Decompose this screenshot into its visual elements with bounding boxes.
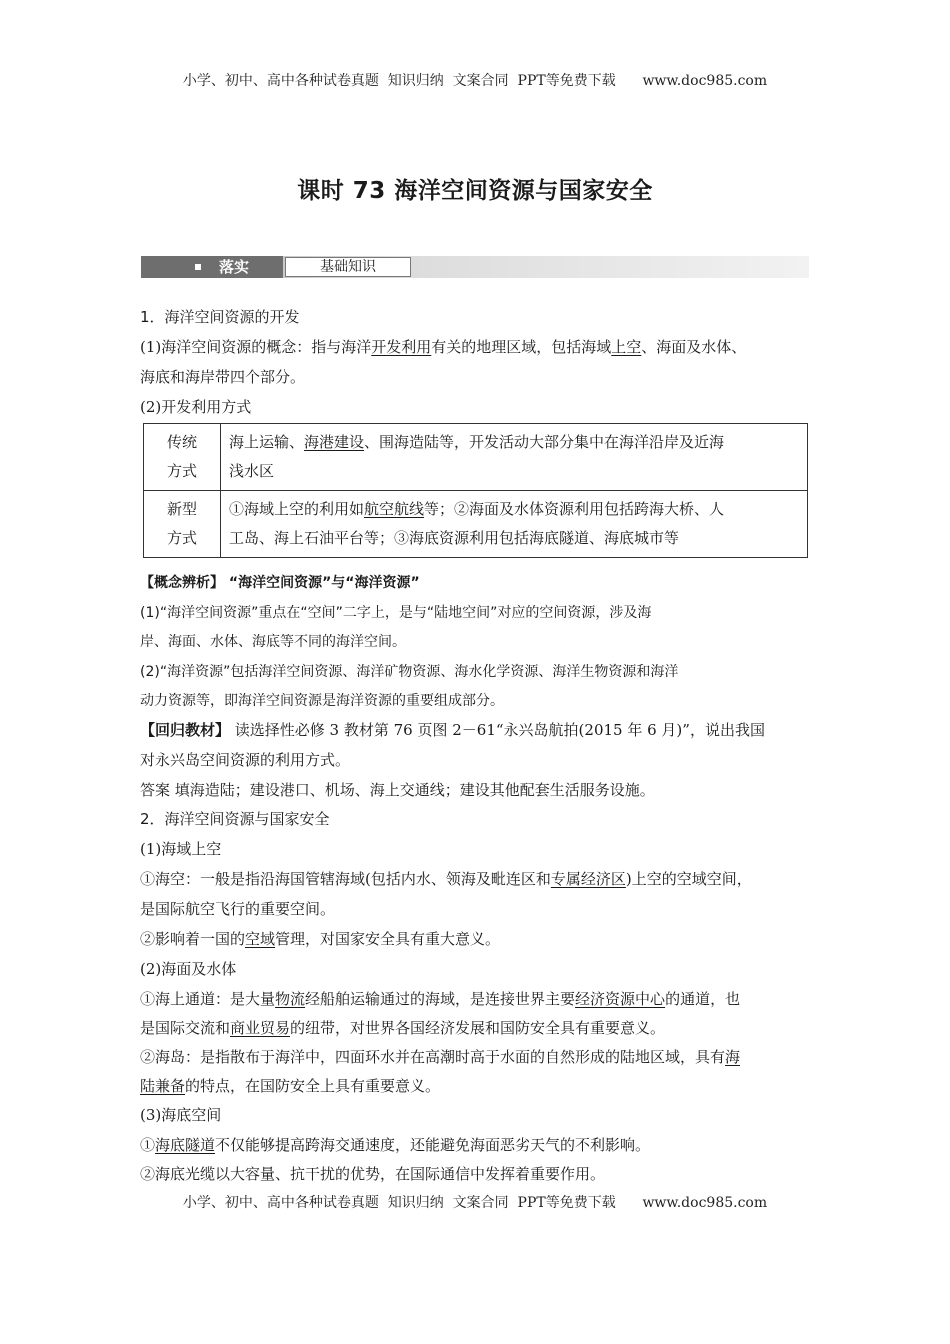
textbook-line2: 对永兴岛空间资源的利用方式。: [140, 751, 351, 769]
banner-tag-label: 落实: [219, 258, 250, 276]
square-bullet-icon: [195, 264, 201, 270]
page-header: 小学、初中、高中各种试卷真题 知识归纳 文案合同 PPT等免费下载 www.doc985.com: [182, 73, 768, 89]
table-row-header: 传统 方式: [144, 424, 221, 491]
s2-b1-line2: 是国际交流和商业贸易的纽带，对世界各国经济发展和国防安全具有重要意义。: [140, 1019, 666, 1037]
concept-line3: (2)“海洋资源”包括海洋空间资源、海洋矿物资源、海水化学资源、海洋生物资源和海洋: [140, 664, 679, 680]
concept-line4: 动力资源等，即海洋空间资源是海洋资源的重要组成部分。: [140, 693, 504, 709]
table-cell: 海上运输、海港建设、围海造陆等，开发活动大部分集中在海洋沿岸及近海 浅水区: [221, 424, 808, 491]
s2-sub1: (1)海域上空: [140, 840, 222, 858]
s2-b1-line1: ①海上通道：是大量物流经船舶运输通过的海域，是连接世界主要经济资源中心的通道，也: [140, 990, 741, 1008]
answer-line: 答案 填海造陆；建设港口、机场、海上交通线；建设其他配套生活服务设施。: [140, 781, 655, 799]
s2-sub2: (2)海面及水体: [140, 960, 237, 978]
s2-sub3: (3)海底空间: [140, 1106, 222, 1124]
page-footer: 小学、初中、高中各种试卷真题 知识归纳 文案合同 PPT等免费下载 www.doc985.com: [182, 1195, 768, 1211]
methods-table: [143, 423, 808, 558]
s2-c2: ②海底光缆以大容量、抗干扰的优势，在国际通信中发挥着重要作用。: [140, 1165, 606, 1183]
table-row: [144, 491, 808, 558]
s2-c1: ①海底隧道不仅能够提高跨海交通速度，还能避免海面恶劣天气的不利影响。: [140, 1136, 651, 1154]
s1-methods-label: (2)开发利用方式: [140, 398, 252, 416]
s1-concept-line1: (1)海洋空间资源的概念：指与海洋开发利用有关的地理区域，包括海域上空、海面及水体、: [140, 338, 747, 356]
s2-a2: ②影响着一国的空域管理，对国家安全具有重大意义。: [140, 930, 501, 948]
table-cell: ①海域上空的利用如航空航线等；②海面及水体资源利用包括跨海大桥、人 工岛、海上石油平台等；③海底资源利用包括海底隧道、海底城市等: [221, 491, 808, 558]
concept-heading: 【概念辨析】 “海洋空间资源”与“海洋资源”: [140, 575, 420, 591]
s2-a1-line2: 是国际航空飞行的重要空间。: [140, 900, 336, 918]
s1-concept-line2: 海底和海岸带四个部分。: [140, 368, 306, 386]
section-1-heading: 1．海洋空间资源的开发: [140, 308, 300, 326]
concept-line1: (1)“海洋空间资源”重点在“空间”二字上，是与“陆地空间”对应的空间资源，涉及海: [140, 605, 652, 621]
textbook-line1: 【回归教材】 读选择性必修 3 教材第 76 页图 2－61“永兴岛航拍(2015 年 6 月)”，说出我国: [140, 721, 765, 739]
banner-box-label: 基础知识: [285, 257, 411, 277]
banner-tag: [141, 256, 283, 278]
s2-a1-line1: ①海空：一般是指沿海国管辖海域(包括内水、领海及毗连区和专属经济区)上空的空域空间，: [140, 870, 752, 888]
concept-line2: 岸、海面、水体、海底等不同的海洋空间。: [140, 634, 406, 650]
section-banner: [141, 256, 809, 278]
s2-b2-line1: ②海岛：是指散布于海洋中，四面环水并在高潮时高于水面的自然形成的陆地区域，具有海: [140, 1048, 741, 1066]
table-row: [144, 424, 808, 491]
table-row-header: 新型 方式: [144, 491, 221, 558]
s2-b2-line2: 陆兼备的特点，在国防安全上具有重要意义。: [140, 1077, 441, 1095]
section-2-heading: 2．海洋空间资源与国家安全: [140, 810, 330, 828]
page-title: 课时 73 海洋空间资源与国家安全: [297, 178, 653, 204]
